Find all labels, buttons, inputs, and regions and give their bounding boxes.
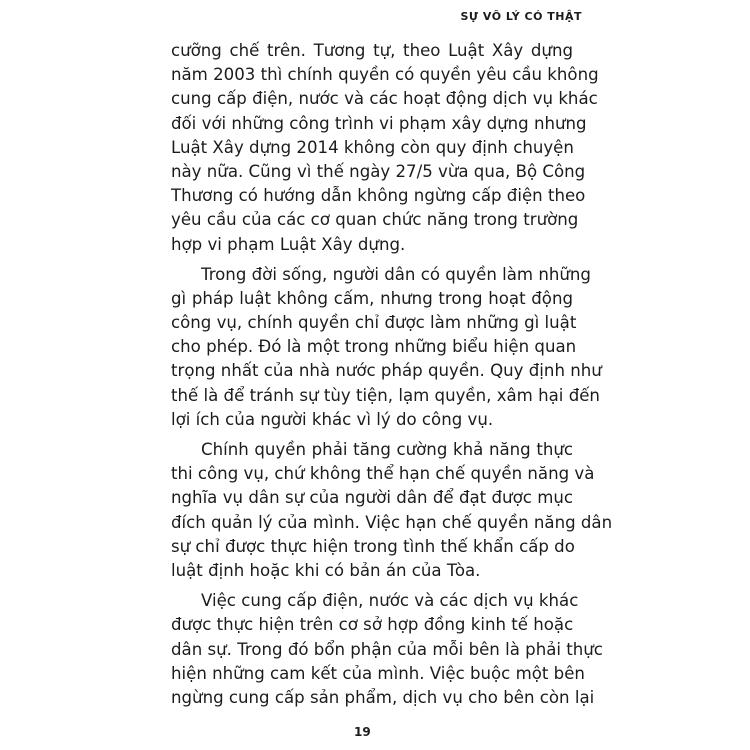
body-text — [171, 39, 613, 710]
paragraph-4 — [171, 589, 603, 710]
text-line: công vụ, chính quyền chỉ được làm những gì luật — [171, 313, 577, 333]
text-line: hiện những cam kết của mình. Việc buộc một bên — [171, 663, 585, 683]
text-line: được thực hiện trên cơ sở hợp đồng kinh tế hoặc — [171, 615, 574, 635]
text-line: Chính quyền phải tăng cường khả năng thực — [201, 440, 573, 459]
text-line: Thương có hướng dẫn không ngừng cấp điện theo — [171, 186, 586, 206]
text-line: hợp vi phạm Luật Xây dựng. — [171, 234, 406, 254]
paragraph-3 — [171, 438, 613, 583]
text-line: Trong đời sống, người dân có quyền làm những — [201, 264, 591, 284]
paragraph-1 — [171, 39, 599, 257]
page-number: 19 — [354, 725, 371, 739]
text-line: đích quản lý của mình. Việc hạn chế quyền năng dân — [171, 512, 613, 532]
text-line: yêu cầu của các cơ quan chức năng trong trường — [171, 210, 579, 230]
text-line: thế là để tránh sự tùy tiện, lạm quyền, xâm hại đến — [171, 385, 600, 405]
text-line: nghĩa vụ dân sự của người dân để đạt được mục — [171, 488, 573, 508]
text-line: cung cấp điện, nước và các hoạt động dịch vụ khác — [171, 89, 598, 109]
text-line: luật định hoặc khi có bản án của Tòa. — [171, 560, 481, 580]
text-line: lợi ích của người khác vì lý do công vụ. — [171, 409, 494, 429]
text-line: năm 2003 thì chính quyền có quyền yêu cầu không — [171, 65, 599, 85]
text-line: trọng nhất của nhà nước pháp quyền. Quy định như — [171, 361, 602, 381]
text-line: cưỡng chế trên. Tương tự, theo Luật Xây dựng — [171, 41, 573, 60]
text-line: gì pháp luật không cấm, nhưng trong hoạt động — [171, 288, 573, 308]
running-header: SỰ VÔ LÝ CÓ THẬT — [460, 10, 582, 23]
text-line: thi công vụ, chứ không thể hạn chế quyền năng và — [171, 464, 595, 484]
text-line: ngừng cung cấp sản phẩm, dịch vụ cho bên còn lại — [171, 687, 595, 707]
text-line: Luật Xây dựng 2014 không còn quy định chuyện — [171, 137, 574, 157]
text-line: cho phép. Đó là một trong những biểu hiện quan — [171, 337, 577, 357]
text-line: sự chỉ được thực hiện trong tình thế khẩn cấp do — [171, 536, 575, 556]
text-line: đối với những công trình vi phạm xây dựng nhưng — [171, 113, 587, 133]
text-line: này nữa. Cũng vì thế ngày 27/5 vừa qua, Bộ Công — [171, 161, 586, 181]
paragraph-2 — [171, 263, 602, 432]
text-line: dân sự. Trong đó bổn phận của mỗi bên là phải thực — [171, 639, 603, 659]
text-line: Việc cung cấp điện, nước và các dịch vụ khác — [201, 591, 579, 611]
